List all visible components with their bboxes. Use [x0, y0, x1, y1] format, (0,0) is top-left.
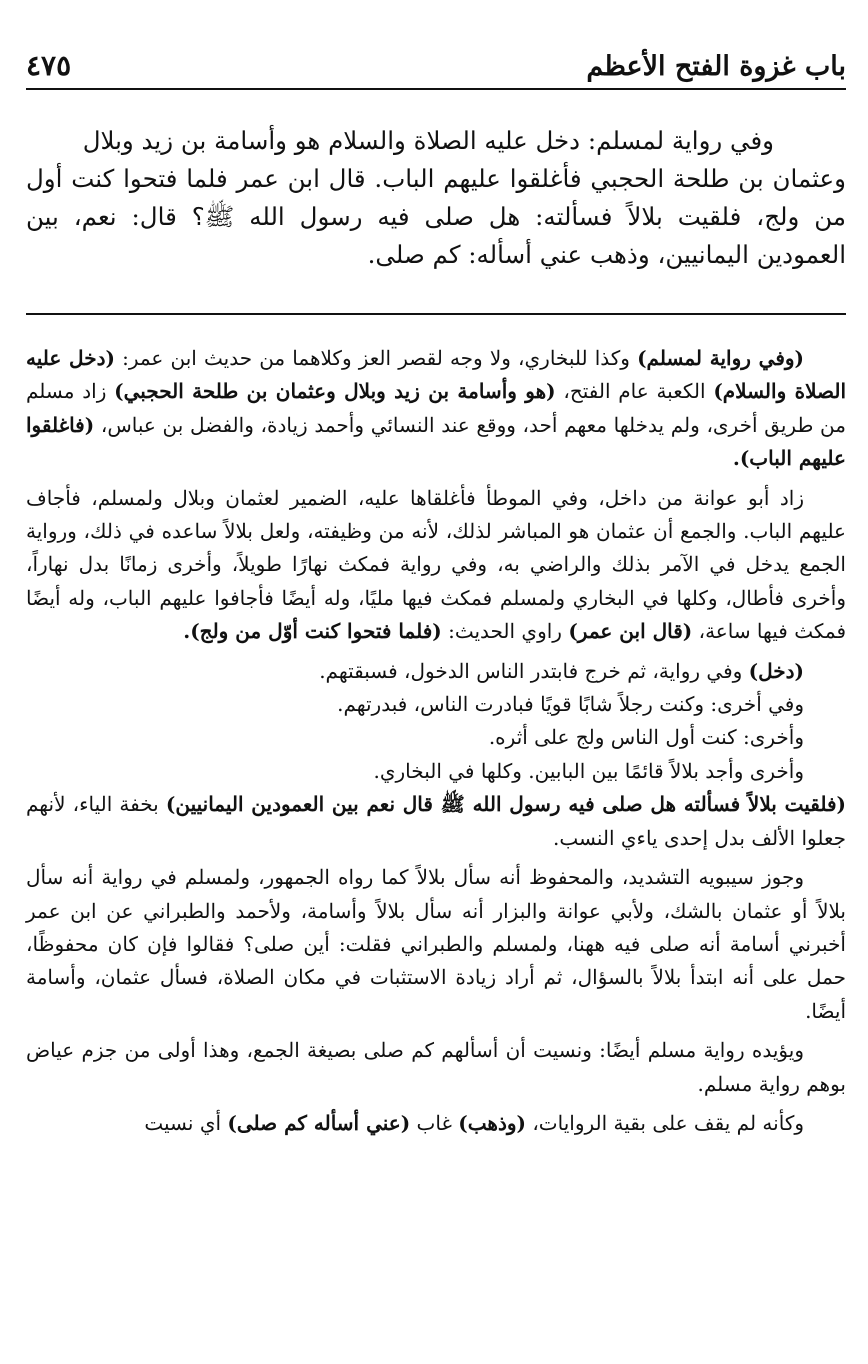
commentary-paragraph-9: ويؤيده رواية مسلم أيضًا: ونسيت أن أسألهم كم صلى بصيغة الجمع، وهذا أولى من جزم عياض بوهم رواية مسلم. [26, 1038, 846, 1096]
commentary-paragraph-1: (وفي رواية لمسلم) وكذا للبخاري، ولا وجه لقصر العز وكلاهما من حديث ابن عمر: (دخل عليه الصلاة والسلام) الكعبة عام الفتح، (هو وأسامة بن زيد وبلال وعثمان بن طلحة الحجبي) زاد مسلم من طريق أخرى، ولم يدخلها معهم أحد، ووقع عند النسائي وأحمد زيادة، والفضل بن عباس، (فاغلقوا عليهم الباب). [26, 346, 847, 471]
commentary-paragraph-5: وأخرى: كنت أول الناس ولج على أثره. [488, 725, 804, 750]
bold-quote: (دخل عليه الصلاة والسلام) [26, 346, 847, 404]
commentary-paragraph-2: زاد أبو عوانة من داخل، وفي الموطأ فأغلقاها عليه، الضمير لعثمان وبلال ولمسلم، فأجاف عليهم الباب. والجمع أن عثمان هو المباشر لذلك، لأنه من وظيفته، ولعل بلالاً ساعده في ذلك، ورواية الجمع يدخل في الآمر بذلك والراضي به، وفي رواية فمكث نهارًا طويلاً، وأخرى زمانًا بدل نهاراً، وأخرى فأطال، وكلها في البخاري ولمسلم فمكث فيها مليًا، وله أيضًا فأجافوا عليهم الباب، وله أيضًا فمكث فيها ساعة، (قال ابن عمر) راوي الحديث: (فلما فتحوا كنت أوّل من ولج). [26, 485, 846, 644]
bold-quote: (عني أسأله كم صلى) [227, 1110, 411, 1135]
section-divider [26, 313, 846, 315]
commentary-paragraph-8: وجوز سيبويه التشديد، والمحفوظ أنه سأل بلالاً كما رواه الجمهور، ولمسلم في رواية أنه سأل بلالاً أو عثمان بالشك، ولأبي عوانة والبزار أنه سأل بلالاً وأسامة، ولأحمد والطبراني عن ابن عمر أخبرني أسامة أنه صلى فيه ههنا، ولمسلم والطبراني فقلت: أين صلى؟ فقالوا فإن كان محفوظًا، حمل على أنه ابتدأ بلالاً بالسؤال، ثم أراد زيادة الاستثبات في مكان الصلاة، فسأل عثمان، وأسامة أيضًا. [26, 865, 846, 1023]
commentary-paragraph-10: وكأنه لم يقف على بقية الروايات، (وذهب) غاب (عني أسأله كم صلى) أي نسيت [144, 1110, 804, 1135]
hadith-rest: وعثمان بن طلحة الحجبي فأغلقوا عليهم الباب. قال ابن عمر فلما فتحوا كنت أول من ولج، فلقيت بلالاً فسألته: هل صلى فيه رسول الله ﷺ؟ قال: نعم، بين العمودين اليمانيين، وذهب عني أسأله: كم صلى. [26, 164, 846, 269]
bold-quote: (فلما فتحوا كنت أوّل من ولج). [183, 619, 442, 644]
commentary-paragraph-4: وفي أخرى: وكنت رجلاً شابًا قويًا فبادرت الناس، فبدرتهم. [337, 692, 804, 717]
bold-quote: (دخل) [748, 658, 804, 683]
bold-quote: (وذهب) [458, 1110, 526, 1135]
hadith-line-1: وفي رواية لمسلم: دخل عليه الصلاة والسلام هو وأسامة بن زيد وبلال [82, 126, 774, 155]
page-header [26, 44, 846, 90]
bold-quote: (فاغلقوا عليهم الباب). [26, 412, 846, 471]
commentary-paragraph-3: (دخل) وفي رواية، ثم خرج فابتدر الناس الدخول، فسبقتهم. [319, 658, 804, 683]
hadith-text [26, 122, 846, 274]
commentary-paragraph-6: وأخرى وأجد بلالاً قائمًا بين البابين. وكلها في البخاري. [373, 758, 804, 783]
commentary-paragraph-7: (فلقيت بلالاً فسألته هل صلى فيه رسول الله ﷺ قال نعم بين العمودين اليمانيين) بخفة الياء، لأنهم جعلوا الألف بدل إحدى ياءي النسب. [26, 792, 846, 850]
commentary-text [26, 342, 846, 1146]
page-number: ٤٧٥ [26, 49, 72, 82]
bold-quote: (فلقيت بلالاً فسألته هل صلى فيه رسول الله ﷺ قال نعم بين العمودين اليمانيين) [165, 792, 846, 817]
bold-quote: (قال ابن عمر) [568, 619, 693, 644]
chapter-title: باب غزوة الفتح الأعظم [586, 51, 846, 82]
bold-quote: (هو وأسامة بن زيد وبلال وعثمان بن طلحة الحجبي) [114, 379, 556, 404]
bold-quote: (وفي رواية لمسلم) [637, 346, 804, 370]
